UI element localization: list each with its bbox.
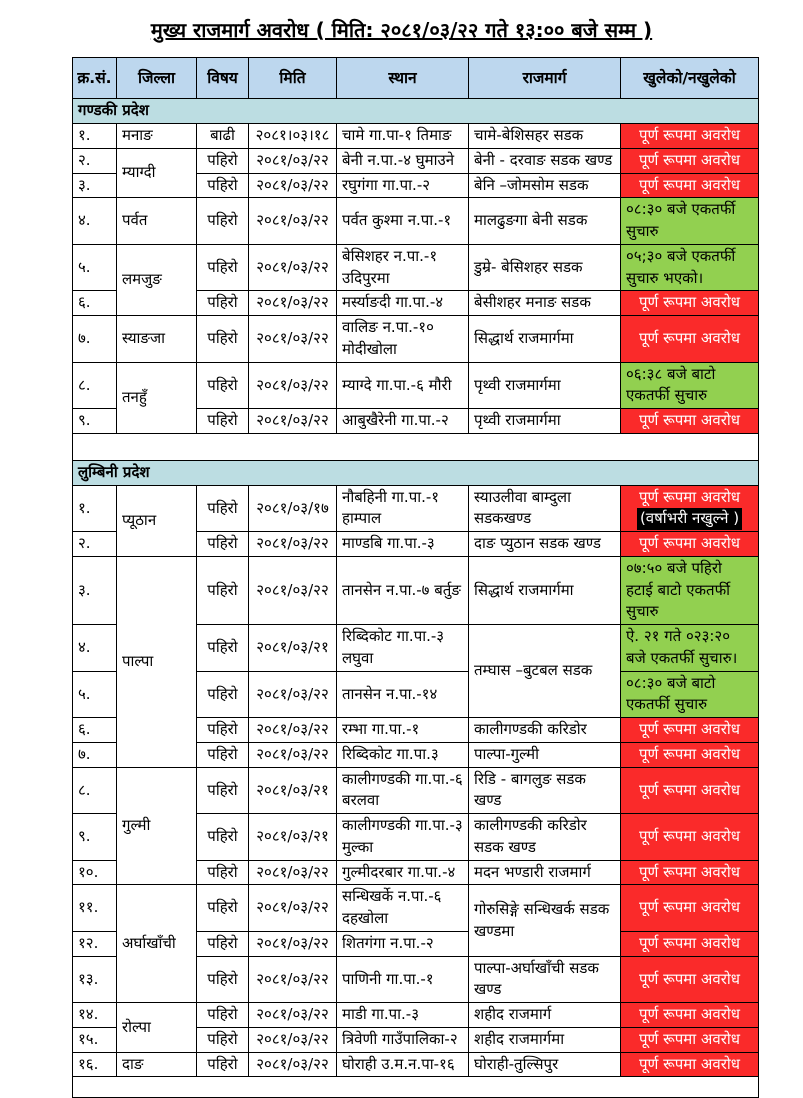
place-cell: म्याग्दे गा.पा.-६ मौरी [337, 362, 469, 409]
status-text: पूर्ण रूपमा अवरोध [639, 720, 740, 739]
place-cell: रिब्दिकोट गा.पा.३ [337, 742, 469, 767]
spacer-cell [73, 1077, 759, 1098]
place-cell: माण्डबि गा.पा.-३ [337, 532, 469, 557]
subject-cell: पहिरो [197, 671, 249, 718]
document-page [0, 16, 803, 1073]
sn-cell: ६. [73, 291, 117, 316]
date-cell: २०८१/०३/२२ [249, 742, 337, 767]
status-cell [621, 742, 759, 767]
status-text: पूर्ण रूपमा अवरोध [639, 329, 740, 348]
sn-cell: ११. [73, 885, 117, 932]
table-row [73, 362, 759, 409]
place-cell: बेसिशहर न.पा.-१ उदिपुरमा [337, 244, 469, 291]
table-row [73, 1052, 759, 1077]
status-text: पूर्ण रूपमा अवरोध [639, 411, 740, 430]
status-cell [621, 625, 759, 672]
subject-cell: पहिरो [197, 148, 249, 173]
sn-cell: ७. [73, 316, 117, 363]
highway-cell: पाल्पा-अर्घाखाँची सडक खण्ड [469, 956, 621, 1003]
district-cell: पर्वत [117, 198, 197, 245]
spacer-row [73, 433, 759, 460]
subject-cell: पहिरो [197, 485, 249, 532]
table-row [73, 244, 759, 291]
district-cell: लमजुङ [117, 244, 197, 315]
date-cell: २०८१/०३/२२ [249, 362, 337, 409]
sn-cell: ९. [73, 814, 117, 861]
col-header-district: जिल्ला [117, 58, 197, 99]
place-cell: बेनी न.पा.-४ घुमाउने [337, 148, 469, 173]
date-cell: २०८१/०३/२१ [249, 767, 337, 814]
date-cell: २०८१/०३/२२ [249, 409, 337, 434]
subject-cell: पहिरो [197, 931, 249, 956]
subject-cell: पहिरो [197, 1027, 249, 1052]
status-cell [621, 362, 759, 409]
highway-cell: तम्घास –बुटबल सडक [469, 625, 621, 718]
status-cell [621, 173, 759, 198]
subject-cell: पहिरो [197, 885, 249, 932]
place-cell: घोराही उ.म.न.पा-१६ [337, 1052, 469, 1077]
status-cell [621, 956, 759, 1003]
status-cell [621, 148, 759, 173]
status-cell [621, 409, 759, 434]
subject-cell: बाढी [197, 124, 249, 149]
col-header-sn: क्र.सं. [73, 58, 117, 99]
district-cell: तनहुँ [117, 362, 197, 433]
subject-cell: पहिरो [197, 244, 249, 291]
subject-cell: पहिरो [197, 1003, 249, 1028]
status-text: पूर्ण रूपमा अवरोध [639, 1054, 740, 1073]
status-cell [621, 198, 759, 245]
table-row [73, 485, 759, 532]
place-cell: वालिङ न.पा.-१० मोदीखोला [337, 316, 469, 363]
status-cell [621, 1027, 759, 1052]
table-row [73, 124, 759, 149]
place-cell: पर्वत कुश्मा न.पा.-१ [337, 198, 469, 245]
col-header-place: स्थान [337, 58, 469, 99]
date-cell: २०८१/०३/२२ [249, 885, 337, 932]
date-cell: २०८१/०३/२१ [249, 814, 337, 861]
district-cell: म्याग्दी [117, 148, 197, 198]
status-text: पूर्ण रूपमा अवरोध [639, 780, 740, 799]
subject-cell: पहिरो [197, 316, 249, 363]
highway-cell: सिद्धार्थ राजमार्गमा [469, 316, 621, 363]
place-cell: नौबहिनी गा.पा.-१ हाम्पाल [337, 485, 469, 532]
status-text: पूर्ण रूपमा अवरोध [639, 898, 740, 917]
date-cell: २०८१/०३/२१ [249, 625, 337, 672]
date-cell: २०८१/०३/२२ [249, 671, 337, 718]
district-cell: रोल्पा [117, 1003, 197, 1053]
spacer-cell [73, 433, 759, 460]
date-cell: २०८१/०३/२२ [249, 173, 337, 198]
status-cell [621, 1003, 759, 1028]
sn-cell: १४. [73, 1003, 117, 1028]
status-text: ०८:३० बजे एकतर्फी सुचारु [626, 200, 736, 241]
highway-cell: मदन भण्डारी राजमार्ग [469, 860, 621, 885]
subject-cell: पहिरो [197, 1052, 249, 1077]
status-cell [621, 671, 759, 718]
subject-cell: पहिरो [197, 173, 249, 198]
subject-cell: पहिरो [197, 718, 249, 743]
date-cell: २०८१/०३/२२ [249, 198, 337, 245]
table-row [73, 1003, 759, 1028]
place-cell: आबुखैरेनी गा.पा.-२ [337, 409, 469, 434]
table-row [73, 316, 759, 363]
status-text: पूर्ण रूपमा अवरोध [639, 827, 740, 846]
status-text: पूर्ण रूपमा अवरोध [639, 175, 740, 194]
status-cell [621, 244, 759, 291]
highway-cell: गोरुसिङ्गे सन्धिखर्क सडक खण्डमा [469, 885, 621, 956]
status-cell [621, 931, 759, 956]
status-text: पूर्ण रूपमा अवरोध [639, 293, 740, 312]
highway-cell: कालीगण्डकी करिडोर सडक खण्ड [469, 814, 621, 861]
district-cell: गुल्मी [117, 767, 197, 885]
date-cell: २०८१/०३/२२ [249, 148, 337, 173]
subject-cell: पहिरो [197, 198, 249, 245]
date-cell: २०८१।०३।१८ [249, 124, 337, 149]
sn-cell: १२. [73, 931, 117, 956]
sn-cell: ६. [73, 718, 117, 743]
date-cell: २०८१/०३/२२ [249, 316, 337, 363]
highway-cell: रिडि - बागलुङ सडक खण्ड [469, 767, 621, 814]
sn-cell: ३. [73, 173, 117, 198]
table-row [73, 885, 759, 932]
sn-cell: ९. [73, 409, 117, 434]
section-header: लुम्बिनी प्रदेश [73, 460, 759, 485]
header-row [73, 58, 759, 99]
place-cell: रिब्दिकोट गा.पा.-३ लघुवा [337, 625, 469, 672]
highway-obstruction-table [72, 57, 759, 1098]
highway-cell: सिद्धार्थ राजमार्गमा [469, 556, 621, 624]
place-cell: तानसेन न.पा.-१४ [337, 671, 469, 718]
sn-cell: १. [73, 124, 117, 149]
highway-cell: शहीद राजमार्ग [469, 1003, 621, 1028]
table-row [73, 767, 759, 814]
date-cell: २०८१/०३/२२ [249, 244, 337, 291]
status-cell [621, 532, 759, 557]
page-title: मुख्य राजमार्ग अवरोध ( मिति: २०८१/०३/२२ गते १३:०० बजे सम्म ) [150, 18, 653, 42]
highway-cell: पृथ्वी राजमार्गमा [469, 409, 621, 434]
sn-cell: ४. [73, 625, 117, 672]
status-text: ०५;३० बजे एकतर्फी सुचारु भएको। [626, 246, 736, 287]
subject-cell: पहिरो [197, 291, 249, 316]
status-text: पूर्ण रूपमा अवरोध [639, 1005, 740, 1024]
highway-cell: बेनी - दरवाङ सडक खण्ड [469, 148, 621, 173]
date-cell: २०८१/०३/२२ [249, 718, 337, 743]
place-cell: रघुगंगा गा.पा.-२ [337, 173, 469, 198]
date-cell: २०८१/०३/२२ [249, 931, 337, 956]
status-cell [621, 556, 759, 624]
district-cell: अर्घाखाँची [117, 885, 197, 1003]
sn-cell: १६. [73, 1052, 117, 1077]
subject-cell: पहिरो [197, 814, 249, 861]
district-cell: प्यूठान [117, 485, 197, 556]
district-cell: पाल्पा [117, 556, 197, 767]
date-cell: २०८१/०३/२२ [249, 1003, 337, 1028]
date-cell: २०८१/०३/२२ [249, 556, 337, 624]
place-cell: शितगंगा न.पा.-२ [337, 931, 469, 956]
place-cell: रम्भा गा.पा.-१ [337, 718, 469, 743]
subject-cell: पहिरो [197, 556, 249, 624]
status-cell [621, 1052, 759, 1077]
status-note: (वर्षाभरी नखुल्ने ) [637, 508, 742, 530]
highway-cell: डुम्रे- बेसिशहर सडक [469, 244, 621, 291]
status-text: पूर्ण रूपमा अवरोध [639, 487, 740, 506]
subject-cell: पहिरो [197, 767, 249, 814]
status-cell [621, 485, 759, 532]
status-cell [621, 885, 759, 932]
table-row [73, 556, 759, 624]
sn-cell: २. [73, 148, 117, 173]
status-text: पूर्ण रूपमा अवरोध [639, 126, 740, 145]
section-row [73, 99, 759, 124]
highway-cell: मालढुङगा बेनी सडक [469, 198, 621, 245]
subject-cell: पहिरो [197, 742, 249, 767]
status-text: पूर्ण रूपमा अवरोध [639, 1029, 740, 1048]
sn-cell: ४. [73, 198, 117, 245]
place-cell: माडी गा.पा.-३ [337, 1003, 469, 1028]
section-row [73, 460, 759, 485]
place-cell: चामे गा.पा-१ तिमाङ [337, 124, 469, 149]
status-text: पूर्ण रूपमा अवरोध [639, 150, 740, 169]
district-cell: स्याङजा [117, 316, 197, 363]
status-cell [621, 316, 759, 363]
status-text: पूर्ण रूपमा अवरोध [639, 969, 740, 988]
spacer-row [73, 1077, 759, 1098]
sn-cell: ८. [73, 767, 117, 814]
highway-cell: शहीद राजमार्गमा [469, 1027, 621, 1052]
status-text: पूर्ण रूपमा अवरोध [639, 534, 740, 553]
date-cell: २०८१/०३/२२ [249, 1027, 337, 1052]
highway-cell: चामे-बेशिसहर सडक [469, 124, 621, 149]
subject-cell: पहिरो [197, 956, 249, 1003]
place-cell: सन्धिखर्के न.पा.-६ दहखोला [337, 885, 469, 932]
sn-cell: ८. [73, 362, 117, 409]
status-cell [621, 124, 759, 149]
date-cell: २०८१/०३/२२ [249, 532, 337, 557]
col-header-subject: विषय [197, 58, 249, 99]
subject-cell: पहिरो [197, 409, 249, 434]
date-cell: २०८१/०३/१७ [249, 485, 337, 532]
section-header: गण्डकी प्रदेश [73, 99, 759, 124]
highway-cell: स्याउलीवा बाम्दुला सडकखण्ड [469, 485, 621, 532]
highway-cell: घोराही-तुल्सिपुर [469, 1052, 621, 1077]
place-cell: तानसेन न.पा.-७ बर्तुङ [337, 556, 469, 624]
sn-cell: ५. [73, 671, 117, 718]
date-cell: २०८१/०३/२२ [249, 956, 337, 1003]
col-header-highway: राजमार्ग [469, 58, 621, 99]
district-cell: मनाङ [117, 124, 197, 149]
table-row [73, 148, 759, 173]
date-cell: २०८१/०३/२२ [249, 1052, 337, 1077]
place-cell: मर्स्याङदी गा.पा.-४ [337, 291, 469, 316]
status-cell [621, 718, 759, 743]
highway-cell: बेनि –जोमसोम सडक [469, 173, 621, 198]
sn-cell: २. [73, 532, 117, 557]
status-cell [621, 767, 759, 814]
date-cell: २०८१/०३/२२ [249, 860, 337, 885]
highway-cell: बेसीशहर मनाङ सडक [469, 291, 621, 316]
place-cell: कालीगण्डकी गा.पा.-६ बरलवा [337, 767, 469, 814]
place-cell: गुल्मीदरबार गा.पा.-४ [337, 860, 469, 885]
place-cell: पाणिनी गा.पा.-१ [337, 956, 469, 1003]
date-cell: २०८१/०३/२२ [249, 291, 337, 316]
table-row [73, 198, 759, 245]
status-text: पूर्ण रूपमा अवरोध [639, 744, 740, 763]
status-text: ०७:५० बजे पहिरो हटाई बाटो एकतर्फी सुचारु [626, 558, 731, 621]
sn-cell: १०. [73, 860, 117, 885]
sn-cell: १. [73, 485, 117, 532]
subject-cell: पहिरो [197, 532, 249, 557]
status-text: पूर्ण रूपमा अवरोध [639, 933, 740, 952]
status-text: ऐ. २१ गते ०२३:२० बजे एकतर्फी सुचारु। [626, 627, 738, 667]
highway-cell: दाङ प्युठान सडक खण्ड [469, 532, 621, 557]
col-header-status: खुलेको/नखुलेको [621, 58, 759, 99]
col-header-date: मिति [249, 58, 337, 99]
highway-cell: पृथ्वी राजमार्गमा [469, 362, 621, 409]
status-cell [621, 860, 759, 885]
place-cell: कालीगण्डकी गा.पा.-३ मुल्का [337, 814, 469, 861]
place-cell: त्रिवेणी गाउँपालिका-२ [337, 1027, 469, 1052]
district-cell: दाङ [117, 1052, 197, 1077]
sn-cell: ३. [73, 556, 117, 624]
status-cell [621, 291, 759, 316]
subject-cell: पहिरो [197, 860, 249, 885]
status-text: पूर्ण रूपमा अवरोध [639, 862, 740, 881]
sn-cell: ५. [73, 244, 117, 291]
sn-cell: १५. [73, 1027, 117, 1052]
status-cell [621, 814, 759, 861]
status-text: ०६:३८ बजे बाटो एकतर्फी सुचारु [626, 364, 716, 405]
highway-cell: पाल्पा-गुल्मी [469, 742, 621, 767]
status-text: ०८:३० बजे बाटो एकतर्फी सुचारु [626, 673, 716, 714]
sn-cell: १३. [73, 956, 117, 1003]
subject-cell: पहिरो [197, 625, 249, 672]
sn-cell: ७. [73, 742, 117, 767]
subject-cell: पहिरो [197, 362, 249, 409]
highway-cell: कालीगण्डकी करिडोर [469, 718, 621, 743]
